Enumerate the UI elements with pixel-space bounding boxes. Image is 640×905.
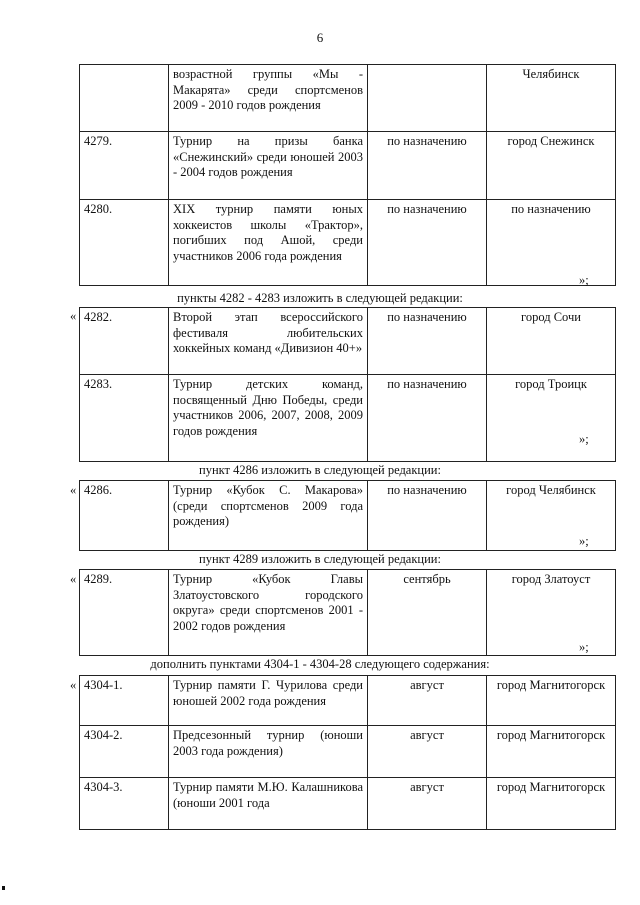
event-name: Предсезонный турнир (юноши 2003 года рождения) [169, 726, 368, 778]
event-date [368, 65, 487, 132]
event-name: Турнир «Кубок С. Макарова» (среди спортсменов 2009 года рождения) [169, 481, 368, 551]
table-row [80, 132, 616, 200]
table-row [80, 65, 616, 132]
row-number: 4286. [80, 481, 169, 551]
event-date: август [368, 676, 487, 726]
table-row [80, 308, 616, 375]
row-number: 4279. [80, 132, 169, 200]
event-place: город Златоуст [487, 570, 616, 656]
event-name: возрастной группы «Мы - Макарята» среди спортсменов 2009 - 2010 годов рождения [169, 65, 368, 132]
event-date: по назначению [368, 375, 487, 462]
table-row [80, 778, 616, 830]
closing-quote-mark: »; [579, 273, 589, 287]
table-block-4 [79, 569, 616, 656]
event-place: город Магнитогорск [487, 778, 616, 830]
event-place: город Магнитогорск [487, 676, 616, 726]
opening-quote-mark: « [70, 483, 77, 497]
closing-quote-mark: »; [579, 534, 589, 548]
table-row [80, 200, 616, 286]
opening-quote-mark: « [70, 678, 77, 692]
event-date: по назначению [368, 308, 487, 375]
event-name: Турнир «Кубок Главы Златоустовского городского округа» среди спортсменов 2001 - 2002 годов рождения [169, 570, 368, 656]
event-name: Турнир на призы банка «Снежинский» среди юношей 2003 - 2004 годов рождения [169, 132, 368, 200]
event-place: город Троицк [487, 375, 616, 462]
event-date: по назначению [368, 481, 487, 551]
event-place: город Челябинск [487, 481, 616, 551]
table-row [80, 375, 616, 462]
page-number: 6 [316, 30, 324, 45]
instruction-text: дополнить пунктами 4304-1 - 4304-28 следующего содержания: [150, 657, 490, 671]
event-place: город Сочи [487, 308, 616, 375]
table-block-2 [79, 307, 616, 462]
row-number: 4304-3. [80, 778, 169, 830]
closing-quote-mark: »; [579, 432, 589, 446]
event-date: по назначению [368, 132, 487, 200]
event-date: август [368, 778, 487, 830]
instruction-text: пункты 4282 - 4283 изложить в следующей редакции: [177, 291, 463, 305]
row-number: 4280. [80, 200, 169, 286]
event-place: город Снежинск [487, 132, 616, 200]
row-number [80, 65, 169, 132]
event-name: Турнир памяти М.Ю. Калашникова (юноши 2001 года [169, 778, 368, 830]
row-number: 4304-1. [80, 676, 169, 726]
closing-quote-mark: »; [579, 640, 589, 654]
table-block-3 [79, 480, 616, 551]
row-number: 4304-2. [80, 726, 169, 778]
event-name: Турнир памяти Г. Чурилова среди юношей 2002 года рождения [169, 676, 368, 726]
event-name: XIX турнир памяти юных хоккеистов школы «Трактор», погибших под Ашой, среди участников 2006 года рождения [169, 200, 368, 286]
instruction-text: пункт 4289 изложить в следующей редакции: [199, 552, 441, 566]
row-number: 4283. [80, 375, 169, 462]
opening-quote-mark: « [70, 572, 77, 586]
table-row [80, 481, 616, 551]
event-date: по назначению [368, 200, 487, 286]
table-block-5 [79, 675, 616, 830]
row-number: 4289. [80, 570, 169, 656]
event-name: Турнир детских команд, посвященный Дню Победы, среди участников 2006, 2007, 2008, 2009 годов рождения [169, 375, 368, 462]
table-row [80, 676, 616, 726]
opening-quote-mark: « [70, 309, 77, 323]
event-name: Второй этап всероссийского фестиваля любительских хоккейных команд «Дивизион 40+» [169, 308, 368, 375]
event-place: по назначению [487, 200, 616, 286]
table-block-1 [79, 64, 616, 286]
table-row [80, 570, 616, 656]
scan-speck [2, 886, 5, 890]
event-date: сентябрь [368, 570, 487, 656]
event-place: Челябинск [487, 65, 616, 132]
event-date: август [368, 726, 487, 778]
event-place: город Магнитогорск [487, 726, 616, 778]
instruction-text: пункт 4286 изложить в следующей редакции: [199, 463, 441, 477]
table-row [80, 726, 616, 778]
row-number: 4282. [80, 308, 169, 375]
